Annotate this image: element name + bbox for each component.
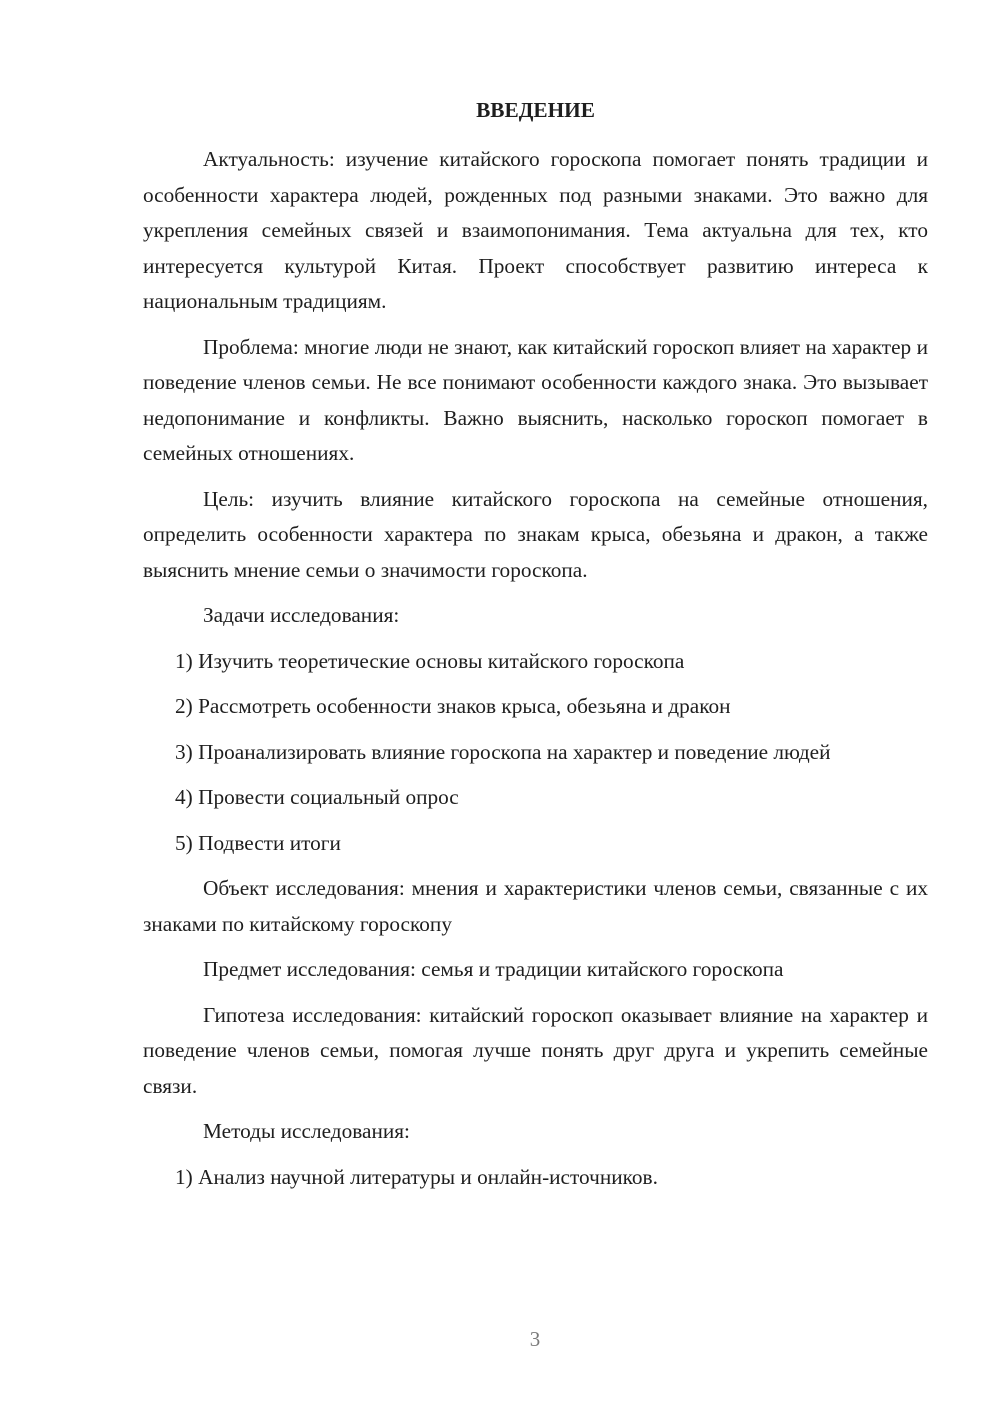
object-paragraph: Объект исследования: мнения и характеристики членов семьи, связанные с их знаками по китайскому гороскопу — [143, 876, 928, 936]
problem-paragraph: Проблема: многие люди не знают, как китайский гороскоп влияет на характер и поведение членов семьи. Не все понимают особенности каждого знака. Это вызывает недопонимание и конфликты. Важно выяснить, насколько гороскоп помогает в семейных отношениях. — [143, 334, 928, 465]
task-item-1: 1) Изучить теоретические основы китайского гороскопа — [175, 648, 685, 673]
task-item-5: 5) Подвести итоги — [175, 830, 341, 855]
hypothesis-paragraph: Гипотеза исследования: китайский гороскоп оказывает влияние на характер и поведение членов семьи, помогая лучше понять друг друга и укрепить семейные связи. — [143, 1002, 928, 1098]
page-title: ВВЕДЕНИЕ — [476, 98, 595, 122]
task-item-3: 3) Проанализировать влияние гороскопа на характер и поведение людей — [175, 739, 831, 764]
method-item-1: 1) Анализ научной литературы и онлайн-источников. — [175, 1164, 658, 1189]
document-page — [143, 93, 928, 1205]
relevance-paragraph: Актуальность: изучение китайского гороскопа помогает понять традиции и особенности характера людей, рожденных под разными знаками. Это важно для укрепления семейных связей и взаимопонимания. Тема актуальна для тех, кто интересуется культурой Китая. Проект способствует развитию интереса к национальным традициям. — [143, 147, 928, 313]
task-item-4: 4) Провести социальный опрос — [175, 785, 459, 809]
tasks-heading: Задачи исследования: — [203, 603, 400, 627]
task-item-2: 2) Рассмотреть особенности знаков крыса, обезьяна и дракон — [175, 694, 731, 718]
goal-paragraph: Цель: изучить влияние китайского гороскопа на семейные отношения, определить особенности характера по знакам крыса, обезьяна и дракон, а также выяснить мнение семьи о значимости гороскопа. — [143, 486, 928, 582]
subject-paragraph: Предмет исследования: семья и традиции китайского гороскопа — [203, 957, 784, 981]
methods-heading: Методы исследования: — [203, 1119, 410, 1143]
page-number: 3 — [529, 1327, 541, 1351]
